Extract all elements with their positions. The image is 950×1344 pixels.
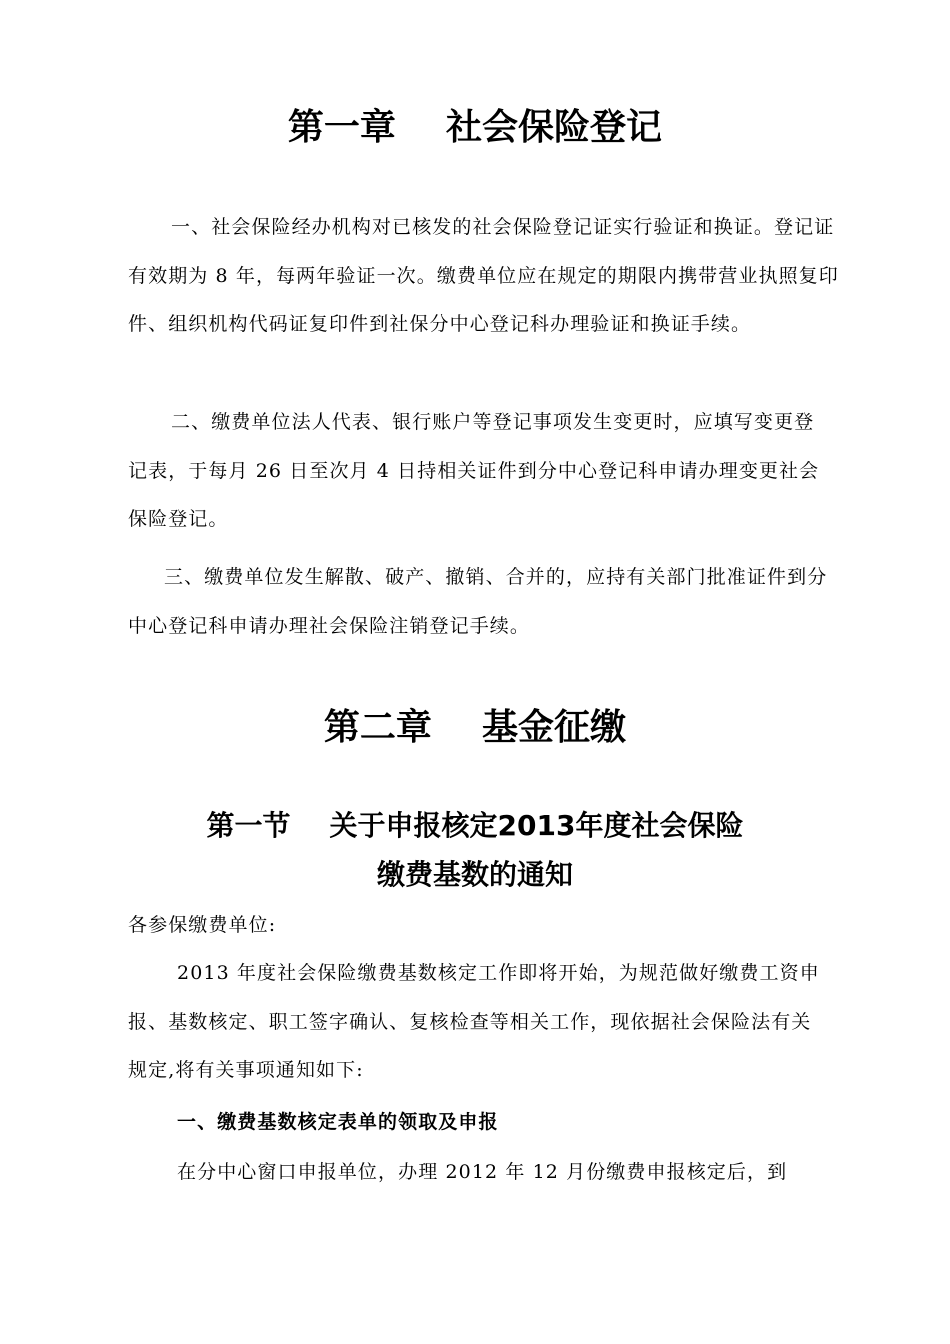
chapter-1-paragraph-3: 三、缴费单位发生解散、破产、撤销、合并的，应持有关部门批准证件到分中心登记科申请办理社会保险注销登记手续。 (128, 566, 828, 637)
salutation: 各参保缴费单位: (128, 914, 277, 936)
section-1-title-line-2: 缴费基数的通知 (376, 858, 573, 891)
chapter-2-title: 第二章 基金征缴 (323, 707, 627, 748)
chapter-2-paragraph-1: 2013 年度社会保险缴费基数核定工作即将开始，为规范做好缴费工资申报、基数核定、职工签字确认、复核检查等相关工作，现依据社会保险法有关规定,将有关事项通知如下: (128, 962, 820, 1081)
chapter-1-title: 第一章 社会保险登记 (287, 107, 663, 148)
subheading-1: 一、缴费基数核定表单的领取及申报 (177, 1111, 499, 1133)
chapter-1-paragraph-1: 一、社会保险经办机构对已核发的社会保险登记证实行验证和换证。登记证有效期为 8 年，每两年验证一次。缴费单位应在规定的期限内携带营业执照复印件、组织机构代码证复印件到社保分中心登记科办理验证和换证手续。 (128, 216, 839, 335)
chapter-2-paragraph-2: 在分中心窗口申报单位，办理 2012 年 12 月份缴费申报核定后，到 (177, 1161, 788, 1183)
section-1-title-line-1: 第一节 关于申报核定2013年度社会保险 (206, 809, 744, 842)
chapter-1-paragraph-2: 二、缴费单位法人代表、银行账户等登记事项发生变更时，应填写变更登记表，于每月 26 日至次月 4 日持相关证件到分中心登记科申请办理变更社会保险登记。 (128, 411, 820, 530)
